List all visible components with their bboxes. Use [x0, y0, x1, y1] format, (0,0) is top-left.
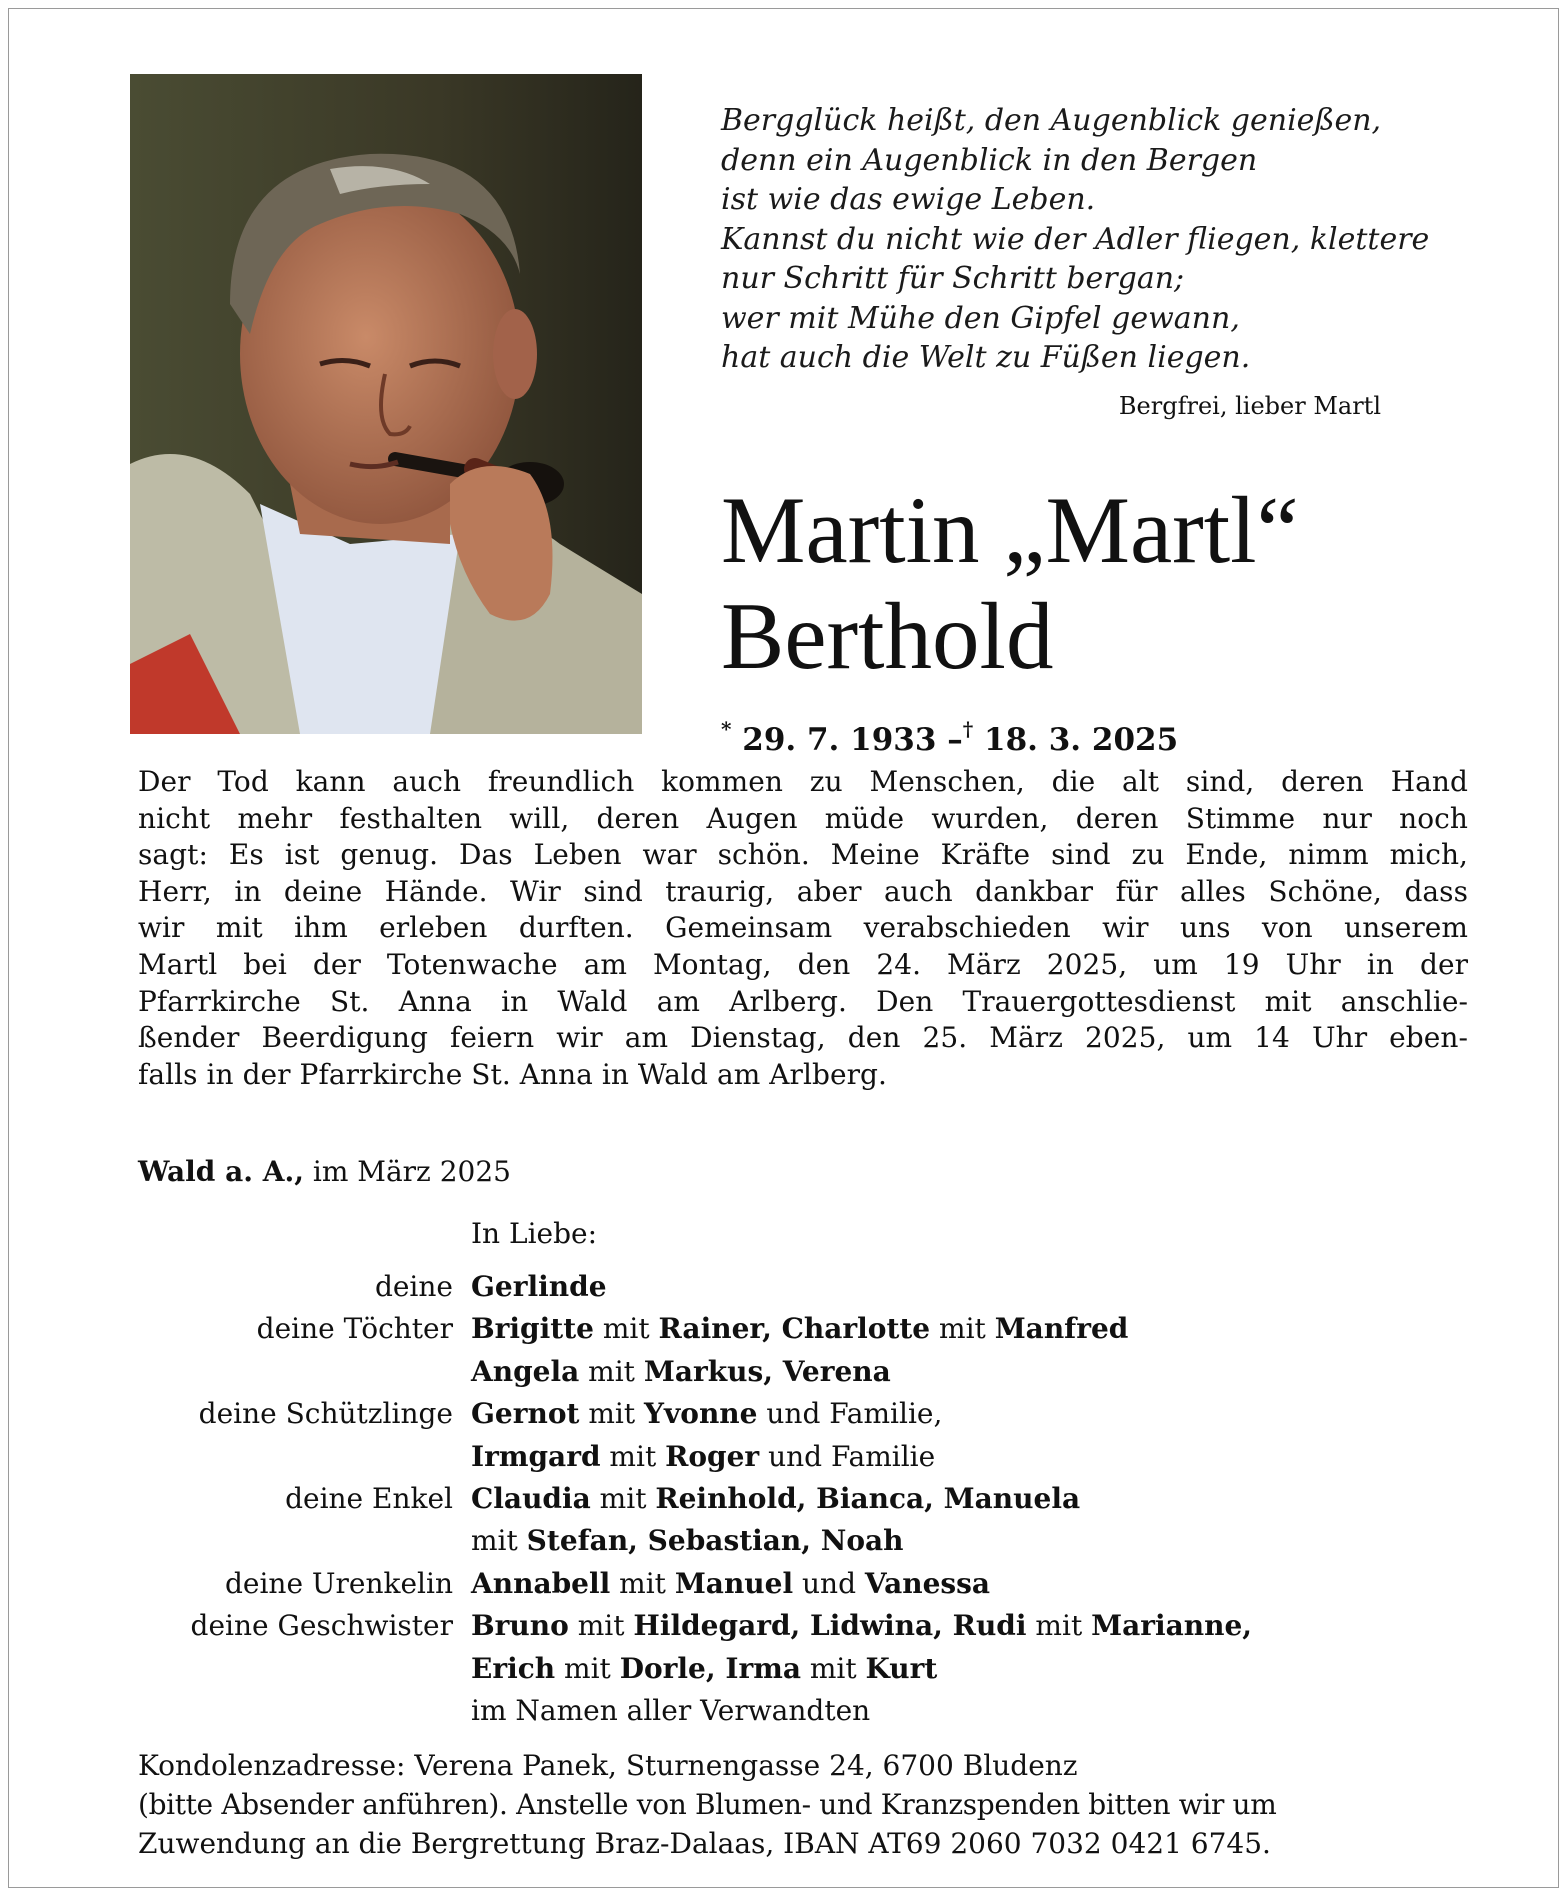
mourner-names: [453, 1393, 942, 1435]
body-line: Martl bei der Totenwache am Montag, den 24. März 2025, um 19 Uhr in der: [138, 947, 1468, 981]
mourner-row: [138, 1563, 1468, 1605]
mourner-name: Markus, Verena: [643, 1354, 891, 1388]
mourner-name: Roger: [665, 1439, 760, 1473]
body-line: sagt: Es ist genug. Das Leben war schön. Meine Kräfte sind zu Ende, nimm mich,: [138, 838, 1468, 872]
mourner-connector: im Namen aller Verwandten: [471, 1694, 871, 1728]
mourner-name: Annabell: [471, 1566, 611, 1600]
mourner-row: [138, 1266, 1468, 1308]
mourner-row: [138, 1478, 1468, 1520]
poem-line: denn ein Augenblick in den Bergen: [721, 142, 1258, 178]
mourner-names: [453, 1266, 607, 1308]
closing-line: Zuwendung an die Bergrettung Braz-Dalaas, IBAN AT69 2060 7032 0421 6745.: [138, 1827, 1271, 1860]
mourner-connector: mit: [590, 1482, 656, 1516]
mourner-name: Rainer, Charlotte: [658, 1312, 931, 1346]
mourner-name: Claudia: [471, 1482, 591, 1516]
mourner-name: Manuel: [674, 1566, 794, 1600]
mourner-relation: deine Urenkelin: [224, 1566, 453, 1600]
body-text: [138, 764, 1468, 1093]
mourner-connector: mit: [579, 1397, 645, 1431]
mourner-name: Dorle, Irma: [619, 1651, 801, 1685]
mourner-row: [138, 1605, 1468, 1647]
mourner-names: [453, 1351, 891, 1393]
body-line: Herr, in deine Hände. Wir sind traurig, aber auch dankbar für alles Schöne, dass: [138, 874, 1468, 908]
mourner-name: Vanessa: [864, 1566, 991, 1600]
mourner-connector: mit: [800, 1651, 866, 1685]
mourner-connector: und Familie: [759, 1439, 936, 1473]
poem-line: wer mit Mühe den Gipfel gewann,: [721, 300, 1240, 336]
mourner-connector: mit: [610, 1566, 675, 1600]
mourner-connector: und Familie,: [757, 1397, 943, 1431]
mourner-name: Gerlinde: [471, 1270, 607, 1303]
birth-mark: *: [721, 717, 732, 741]
mourner-connector: mit: [579, 1354, 644, 1388]
death-mark: †: [962, 717, 974, 741]
mourner-name: Reinhold, Bianca, Manuela: [655, 1482, 1081, 1516]
poem: [721, 101, 1430, 378]
body-line: wir mit ihm erleben durften. Gemeinsam verabschieden wir uns von unserem: [138, 911, 1468, 945]
mourner-names: [453, 1436, 935, 1478]
mourner-connector: und: [793, 1566, 865, 1600]
closing-line: (bitte Absender anführen). Anstelle von Blumen- und Kranzspenden bitten wir um: [138, 1788, 1277, 1821]
mourner-relation: deine Schützlinge: [198, 1397, 453, 1431]
mourner-connector: mit: [600, 1439, 666, 1473]
mourners-list: [138, 1266, 1468, 1732]
portrait-photo: [130, 74, 642, 734]
mourner-name: Stefan, Sebastian, Noah: [526, 1524, 904, 1558]
body-line: ßender Beerdigung feiern wir am Dienstag, den 25. März 2025, um 14 Uhr eben-: [138, 1021, 1468, 1055]
poem-signature: Bergfrei, lieber Martl: [1118, 392, 1381, 420]
poem-line: hat auch die Welt zu Füßen liegen.: [721, 340, 1251, 375]
closing-notice: [138, 1746, 1468, 1863]
deceased-name-line1: Martin „Martl“: [721, 477, 1299, 583]
mourner-name: Manfred: [994, 1312, 1129, 1346]
mourner-row: [138, 1690, 1468, 1732]
mourner-relation: [138, 1351, 453, 1393]
poem-line: ist wie das ewige Leben.: [721, 182, 1096, 217]
mourner-relation: deine: [374, 1270, 453, 1303]
mourner-connector: mit: [930, 1312, 995, 1346]
place-date: [138, 1154, 511, 1190]
mourner-names: [453, 1648, 937, 1690]
body-line: nicht mehr festhalten will, deren Augen müde wurden, deren Stimme nur noch: [138, 801, 1468, 835]
mourner-name: Angela: [471, 1354, 580, 1388]
death-date: 18. 3. 2025: [984, 722, 1179, 758]
date-separator: –: [947, 722, 963, 758]
mourner-relation: [138, 1436, 453, 1478]
in-liebe-heading: In Liebe:: [471, 1217, 598, 1250]
mourner-row: [138, 1351, 1468, 1393]
mourner-connector: mit: [568, 1609, 634, 1643]
mourner-name: Hildegard, Lidwina, Rudi: [633, 1609, 1027, 1643]
mourner-connector: mit: [555, 1651, 620, 1685]
mourner-relation: [138, 1520, 453, 1562]
mourner-names: [453, 1690, 870, 1732]
mourner-row: [138, 1436, 1468, 1478]
mourner-row: [138, 1393, 1468, 1435]
mourner-name: Bruno: [471, 1609, 569, 1643]
mourner-relation: [138, 1648, 453, 1690]
mourner-names: [453, 1605, 1252, 1647]
mourner-name: Kurt: [865, 1651, 938, 1685]
mourner-connector: mit: [1026, 1609, 1092, 1643]
life-dates: [721, 711, 1178, 758]
mourner-connector: mit: [471, 1524, 527, 1558]
mourner-connector: mit: [593, 1312, 659, 1346]
mourner-name: Brigitte: [471, 1312, 594, 1346]
poem-line: Kannst du nicht wie der Adler fliegen, klettere: [721, 221, 1430, 257]
body-line: Der Tod kann auch freundlich kommen zu Menschen, die alt sind, deren Hand: [138, 765, 1468, 798]
mourner-row: [138, 1520, 1468, 1562]
poem-line: Bergglück heißt, den Augenblick genießen,: [721, 103, 1382, 138]
mourner-name: Marianne,: [1091, 1609, 1253, 1643]
date: im März 2025: [303, 1155, 511, 1188]
mourner-row: [138, 1648, 1468, 1690]
closing-line: Kondolenzadresse: Verena Panek, Sturnengasse 24, 6700 Bludenz: [138, 1749, 1078, 1782]
mourner-relation: deine Töchter: [256, 1312, 453, 1346]
mourner-name: Yvonne: [644, 1397, 758, 1431]
mourner-relation: [138, 1690, 453, 1732]
body-line: falls in der Pfarrkirche St. Anna in Wald am Arlberg.: [138, 1057, 887, 1091]
mourner-names: [453, 1478, 1080, 1520]
mourner-relation: deine Enkel: [285, 1482, 453, 1516]
deceased-name-line2: Berthold: [721, 583, 1054, 689]
mourner-name: Irmgard: [471, 1439, 601, 1473]
birth-date: 29. 7. 1933: [742, 722, 937, 758]
obituary-notice: [8, 8, 1559, 1888]
place: Wald a. A.,: [138, 1155, 304, 1188]
mourner-name: Gernot: [471, 1397, 580, 1431]
mourner-names: [453, 1520, 904, 1562]
mourner-name: Erich: [471, 1651, 556, 1685]
mourner-names: [453, 1308, 1128, 1350]
portrait-illustration: [130, 74, 642, 734]
mourner-names: [453, 1563, 990, 1605]
poem-line: nur Schritt für Schritt bergan;: [721, 261, 1185, 296]
body-line: Pfarrkirche St. Anna in Wald am Arlberg. Den Trauergottesdienst mit anschlie-: [138, 984, 1468, 1018]
mourner-relation: deine Geschwister: [190, 1609, 453, 1643]
mourner-row: [138, 1308, 1468, 1350]
deceased-name: [721, 477, 1481, 689]
